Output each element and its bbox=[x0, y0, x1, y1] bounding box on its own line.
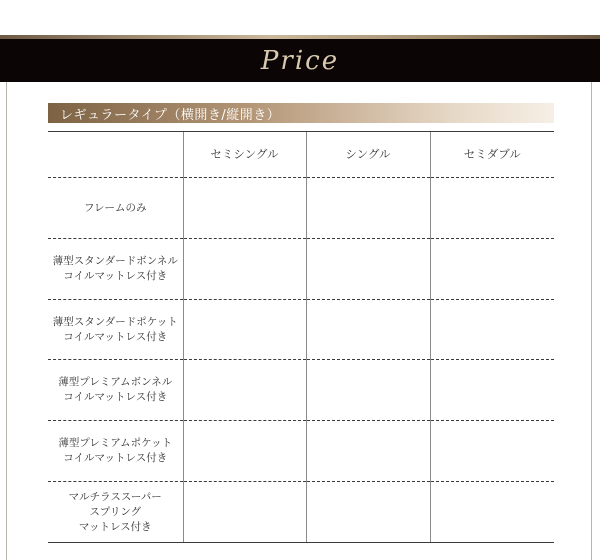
price-cell bbox=[306, 421, 430, 482]
price-cell bbox=[430, 360, 554, 421]
price-table bbox=[48, 131, 554, 543]
table-row bbox=[48, 239, 554, 300]
row-label-line: コイルマットレス付き bbox=[63, 330, 168, 343]
row-label bbox=[48, 482, 183, 543]
table-row bbox=[48, 482, 554, 543]
column-header-empty bbox=[48, 132, 183, 178]
price-cell bbox=[306, 239, 430, 300]
section-heading-bar bbox=[48, 103, 554, 123]
price-header bbox=[0, 39, 600, 82]
row-label bbox=[48, 239, 183, 300]
table-row bbox=[48, 360, 554, 421]
row-label-line: マットレス付き bbox=[78, 520, 152, 533]
row-label-line: マルチラススーパー bbox=[68, 490, 162, 503]
section-title: レギュラータイプ（横開き/縦開き） bbox=[60, 107, 281, 123]
row-label-line: 薄型プレミアムボンネル bbox=[58, 376, 173, 388]
row-label bbox=[48, 300, 183, 360]
row-label-line: 薄型プレミアムポケット bbox=[58, 437, 173, 449]
column-header-single: シングル bbox=[306, 132, 430, 178]
row-label-line: コイルマットレス付き bbox=[63, 270, 168, 282]
price-cell bbox=[183, 360, 306, 421]
table-row bbox=[48, 178, 554, 239]
price-cell bbox=[430, 421, 554, 482]
row-label bbox=[48, 178, 183, 239]
price-cell bbox=[306, 360, 430, 421]
price-cell bbox=[183, 178, 306, 239]
table-header-row bbox=[48, 132, 554, 178]
column-header-semi-single: セミシングル bbox=[183, 132, 306, 178]
table-row bbox=[48, 421, 554, 482]
row-label-line: コイルマットレス付き bbox=[63, 391, 168, 403]
table-row bbox=[48, 300, 554, 360]
price-cell bbox=[306, 482, 430, 543]
row-label-line: スプリング bbox=[89, 505, 142, 518]
price-cell bbox=[430, 482, 554, 543]
price-cell bbox=[183, 421, 306, 482]
row-label-line: コイルマットレス付き bbox=[63, 452, 168, 464]
row-label-line: フレームのみ bbox=[83, 201, 147, 214]
price-title: Price bbox=[260, 45, 340, 76]
row-label-line: 薄型スタンダードポケット bbox=[52, 315, 178, 328]
row-label bbox=[48, 421, 183, 482]
price-cell bbox=[430, 300, 554, 360]
price-cell bbox=[430, 178, 554, 239]
price-cell bbox=[183, 239, 306, 300]
row-label bbox=[48, 360, 183, 421]
price-cell bbox=[306, 300, 430, 360]
price-cell bbox=[183, 482, 306, 543]
row-label-line: 薄型スタンダードボンネル bbox=[52, 255, 178, 267]
price-cell bbox=[183, 300, 306, 360]
column-header-semi-double: セミダブル bbox=[430, 132, 554, 178]
price-cell bbox=[306, 178, 430, 239]
price-cell bbox=[430, 239, 554, 300]
